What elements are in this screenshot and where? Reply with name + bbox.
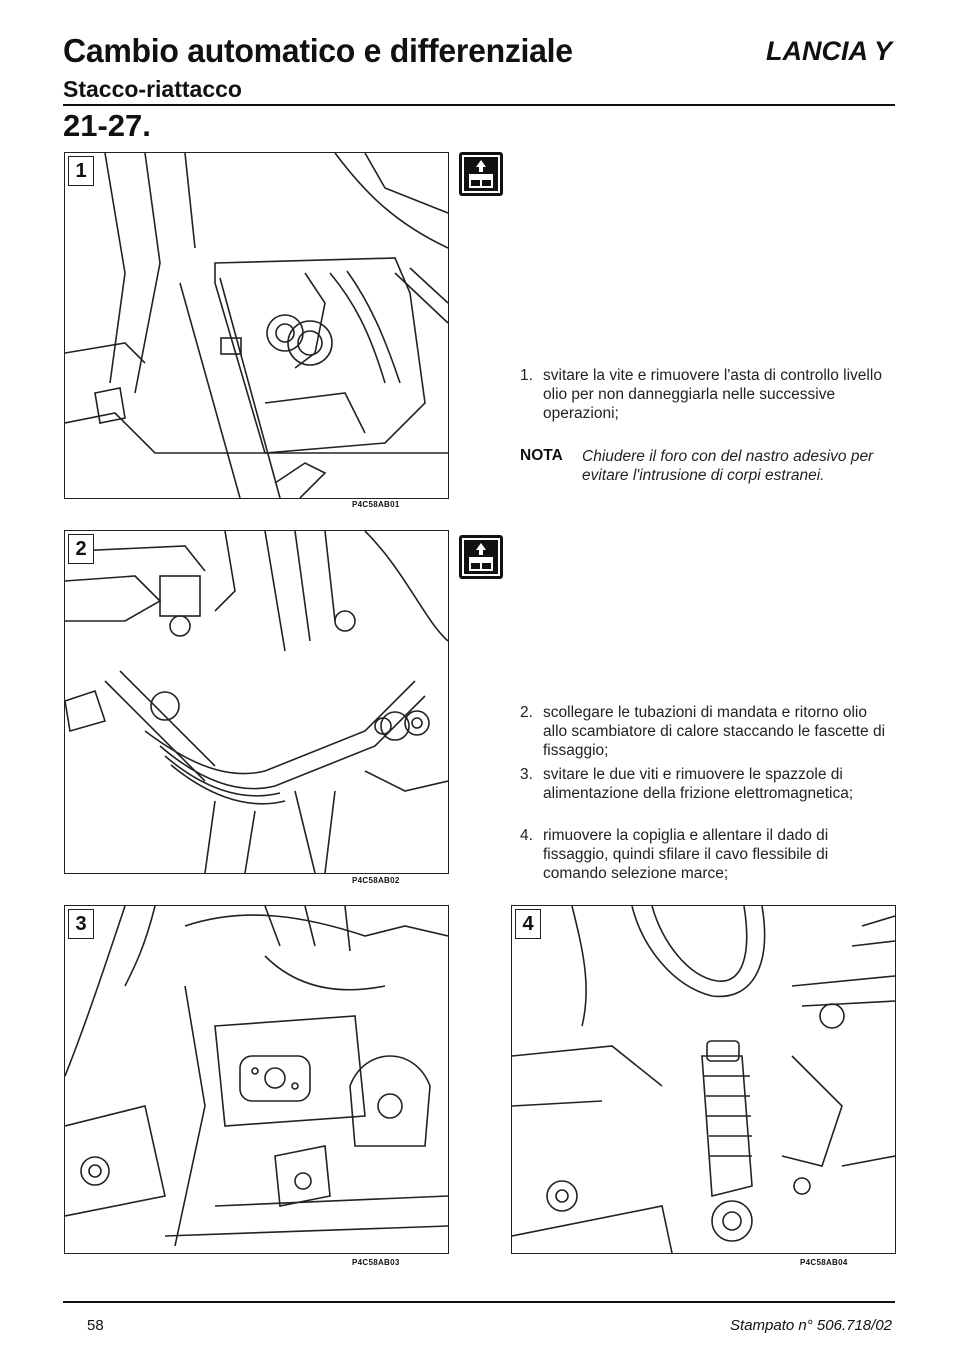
figure-number: 3 (68, 909, 94, 939)
figure-2-drawing (65, 531, 448, 873)
step-text: scollegare le tubazioni di mandata e ritorno olio allo scambiatore di calore staccando le fascette di fissaggio; (543, 704, 886, 759)
figure-4 (511, 905, 896, 1254)
step-number: 4. (520, 827, 533, 844)
step-4 (520, 826, 895, 883)
lift-vehicle-icon (459, 535, 503, 579)
page-number: 58 (87, 1317, 104, 1334)
section-number: 21-27. (63, 108, 151, 143)
figure-3-caption: P4C58AB03 (352, 1258, 400, 1267)
step-number: 3. (520, 766, 533, 783)
page-subtitle: Stacco-riattacco (63, 76, 242, 102)
nota-text: Chiudere il foro con del nastro adesivo per evitare l'intrusione di corpi estranei. (582, 448, 874, 484)
header-rule (63, 104, 895, 106)
brand-label: LANCIA Y (765, 36, 892, 66)
step-2 (520, 703, 895, 760)
step-text: svitare le due viti e rimuovere le spazzole di alimentazione della frizione elettromagnetica; (543, 766, 854, 802)
figure-3 (64, 905, 449, 1254)
figure-3-drawing (65, 906, 448, 1253)
figure-2-caption: P4C58AB02 (352, 876, 400, 885)
step-number: 2. (520, 704, 533, 721)
figure-4-drawing (512, 906, 895, 1253)
step-1 (520, 366, 895, 423)
figure-1-drawing (65, 153, 448, 498)
nota-label: NOTA (520, 447, 563, 464)
figure-number: 1 (68, 156, 94, 186)
page-title: Cambio automatico e differenziale (63, 32, 573, 69)
figure-2 (64, 530, 449, 874)
lift-vehicle-icon (459, 152, 503, 196)
figure-4-caption: P4C58AB04 (800, 1258, 848, 1267)
figure-1-caption: P4C58AB01 (352, 500, 400, 509)
figure-1 (64, 152, 449, 499)
step-text: svitare la vite e rimuovere l'asta di controllo livello olio per non danneggiarla nelle successive operazioni; (543, 367, 882, 422)
step-3 (520, 765, 895, 803)
step-text: rimuovere la copiglia e allentare il dado di fissaggio, quindi sfilare il cavo flessibile di comando selezione marce; (543, 827, 829, 882)
figure-number: 2 (68, 534, 94, 564)
footer-rule (63, 1301, 895, 1303)
print-reference: Stampato n° 506.718/02 (730, 1317, 892, 1334)
figure-number: 4 (515, 909, 541, 939)
step-number: 1. (520, 367, 533, 384)
